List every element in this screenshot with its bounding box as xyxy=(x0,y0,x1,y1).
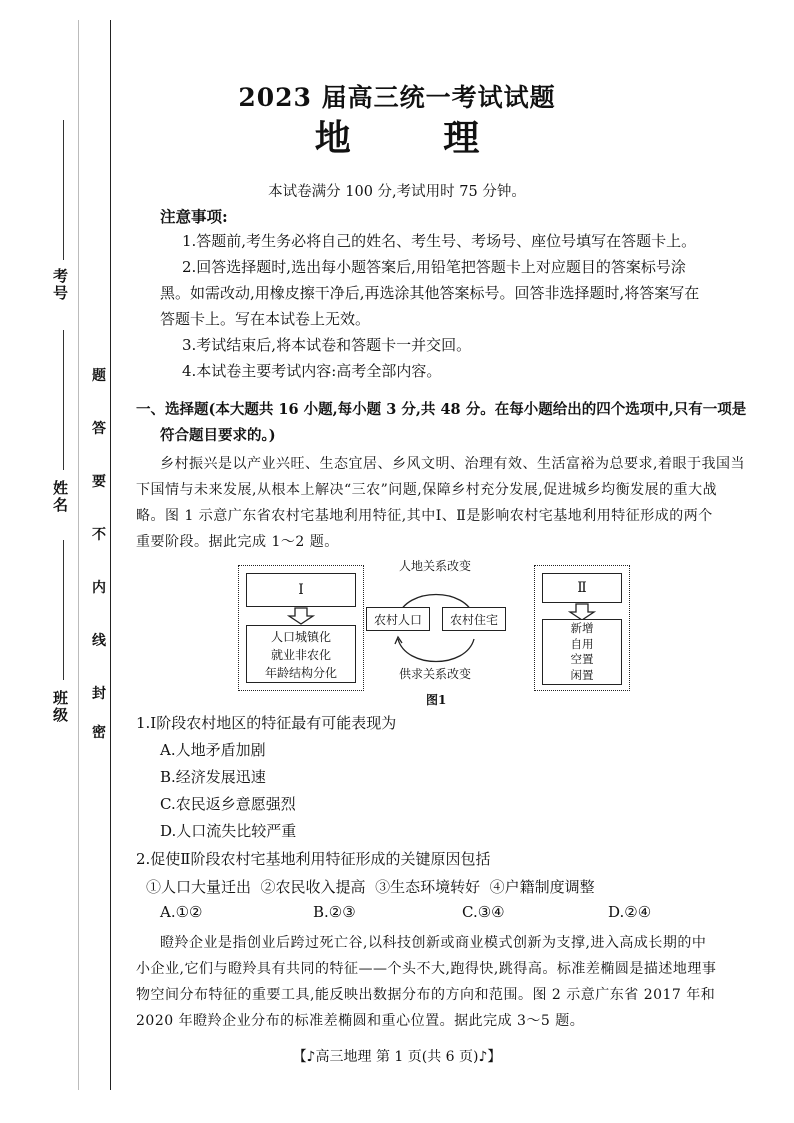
section-heading-cont: 符合题目要求的。) xyxy=(160,427,276,444)
passage-2-line: 2020 年瞪羚企业分布的标准差椭圆和重心位置。据此完成 3～5 题。 xyxy=(136,1013,585,1029)
question-2-stem: 2.促使Ⅱ阶段农村宅基地利用特征形成的关键原因包括 xyxy=(136,850,491,868)
section-heading: 一、选择题(本大题共 16 小题,每小题 3 分,共 48 分。在每小题给出的四个选项中,只有一项是 xyxy=(136,401,747,418)
question-2-option: C.③④ xyxy=(462,903,505,921)
stage-2-item: 空置 xyxy=(570,652,594,666)
stage-2-item: 闲置 xyxy=(570,667,594,682)
score-note: 本试卷满分 100 分,考试用时 75 分钟。 xyxy=(268,184,526,200)
stage-1-item: 人口城镇化 xyxy=(270,630,331,644)
passage-line: 下国情与未来发展,从根本上解决“三农”问题,保障乡村充分发展,促进城乡均衡发展的重大战 xyxy=(136,482,718,498)
notice-item: 3.考试结束后,将本试卷和答题卡一并交回。 xyxy=(182,336,472,354)
question-2-option: A.①② xyxy=(160,903,203,921)
stage-1-item: 就业非农化 xyxy=(270,648,331,662)
bottom-relation-label: 供求关系改变 xyxy=(399,667,472,681)
passage-2-line: 小企业,它们与瞪羚具有共同的特征——个头不大,跑得快,跳得高。标准差椭圆是描述地理事 xyxy=(136,961,717,977)
stage-2-items xyxy=(542,619,622,685)
question-1-option: D.人口流失比较严重 xyxy=(160,822,297,840)
notice-item: 2.回答选择题时,选出每小题答案后,用铅笔把答题卡上对应题目的答案标号涂 xyxy=(182,258,686,276)
class-blank xyxy=(63,540,64,680)
notice-item: 答题卡上。写在本试卷上无效。 xyxy=(160,310,371,328)
subject-title: 地 理 xyxy=(314,117,520,159)
seal-char: 线 xyxy=(92,633,106,649)
stage-2-item: 自用 xyxy=(570,636,594,651)
rural-housing-box: 农村住宅 xyxy=(442,607,506,631)
name-blank xyxy=(63,330,64,470)
stage-1-item: 年龄结构分化 xyxy=(264,666,337,680)
seal-char: 要 xyxy=(92,474,106,490)
notice-heading: 注意事项: xyxy=(160,207,228,226)
down-arrow-icon xyxy=(281,607,321,625)
passage-line: 重要阶段。据此完成 1～2 题。 xyxy=(136,534,339,550)
figure-1 xyxy=(236,555,636,705)
notice-item: 黑。如需改动,用橡皮擦干净后,再选涂其他答案标号。回答非选择题时,将答案写在 xyxy=(160,284,700,302)
question-1-stem: 1.Ⅰ阶段农村地区的特征最有可能表现为 xyxy=(136,714,397,732)
passage-line: 乡村振兴是以产业兴旺、生态宜居、乡风文明、治理有效、生活富裕为总要求,着眼于我国当 xyxy=(160,456,745,472)
exam-no-label: 考号 xyxy=(51,268,69,302)
stage-1-items xyxy=(246,625,356,683)
page-footer: 【♪高三地理 第 1 页(共 6 页)♪】 xyxy=(292,1049,502,1065)
question-1-option: A.人地矛盾加剧 xyxy=(160,741,266,759)
stage-2-item: 新增 xyxy=(570,621,594,635)
passage-2-line: 瞪羚企业是指创业后跨过死亡谷,以科技创新或商业模式创新为支撑,进入高成长期的中 xyxy=(160,935,707,951)
figure-1-caption: 图1 xyxy=(426,693,447,707)
seal-char: 内 xyxy=(92,580,106,596)
notice-item: 4.本试卷主要考试内容:高考全部内容。 xyxy=(182,362,442,380)
seal-char: 题 xyxy=(92,368,106,384)
passage-line: 略。图 1 示意广东省农村宅基地利用特征,其中Ⅰ、Ⅱ是影响农村宅基地利用特征形成的两个 xyxy=(136,508,713,524)
question-2-factors: ①人口大量迁出 ②农民收入提高 ③生态环境转好 ④户籍制度调整 xyxy=(146,878,595,896)
name-label: 姓名 xyxy=(51,480,69,514)
stage-2-label: Ⅱ xyxy=(542,573,622,603)
question-1-option: B.经济发展迅速 xyxy=(160,768,266,786)
passage-2-line: 物空间分布特征的重要工具,能反映出数据分布的方向和范围。图 2 示意广东省 2017 年和 xyxy=(136,987,716,1003)
seal-char: 不 xyxy=(92,527,106,543)
exam-title: 2023 届高三统一考试试题 xyxy=(238,83,556,112)
class-label: 班级 xyxy=(51,690,69,724)
notice-item: 1.答题前,考生务必将自己的姓名、考生号、考场号、座位号填写在答题卡上。 xyxy=(182,232,697,250)
question-2-option: B.②③ xyxy=(313,903,356,921)
rural-population-box: 农村人口 xyxy=(366,607,430,631)
question-2-option: D.②④ xyxy=(608,903,652,921)
seal-char: 答 xyxy=(92,421,106,437)
top-relation-label: 人地关系改变 xyxy=(399,559,472,573)
seal-char: 密 xyxy=(92,725,106,741)
question-1-option: C.农民返乡意愿强烈 xyxy=(160,795,296,813)
seal-char: 封 xyxy=(92,686,106,702)
stage-1-label: Ⅰ xyxy=(246,573,356,607)
